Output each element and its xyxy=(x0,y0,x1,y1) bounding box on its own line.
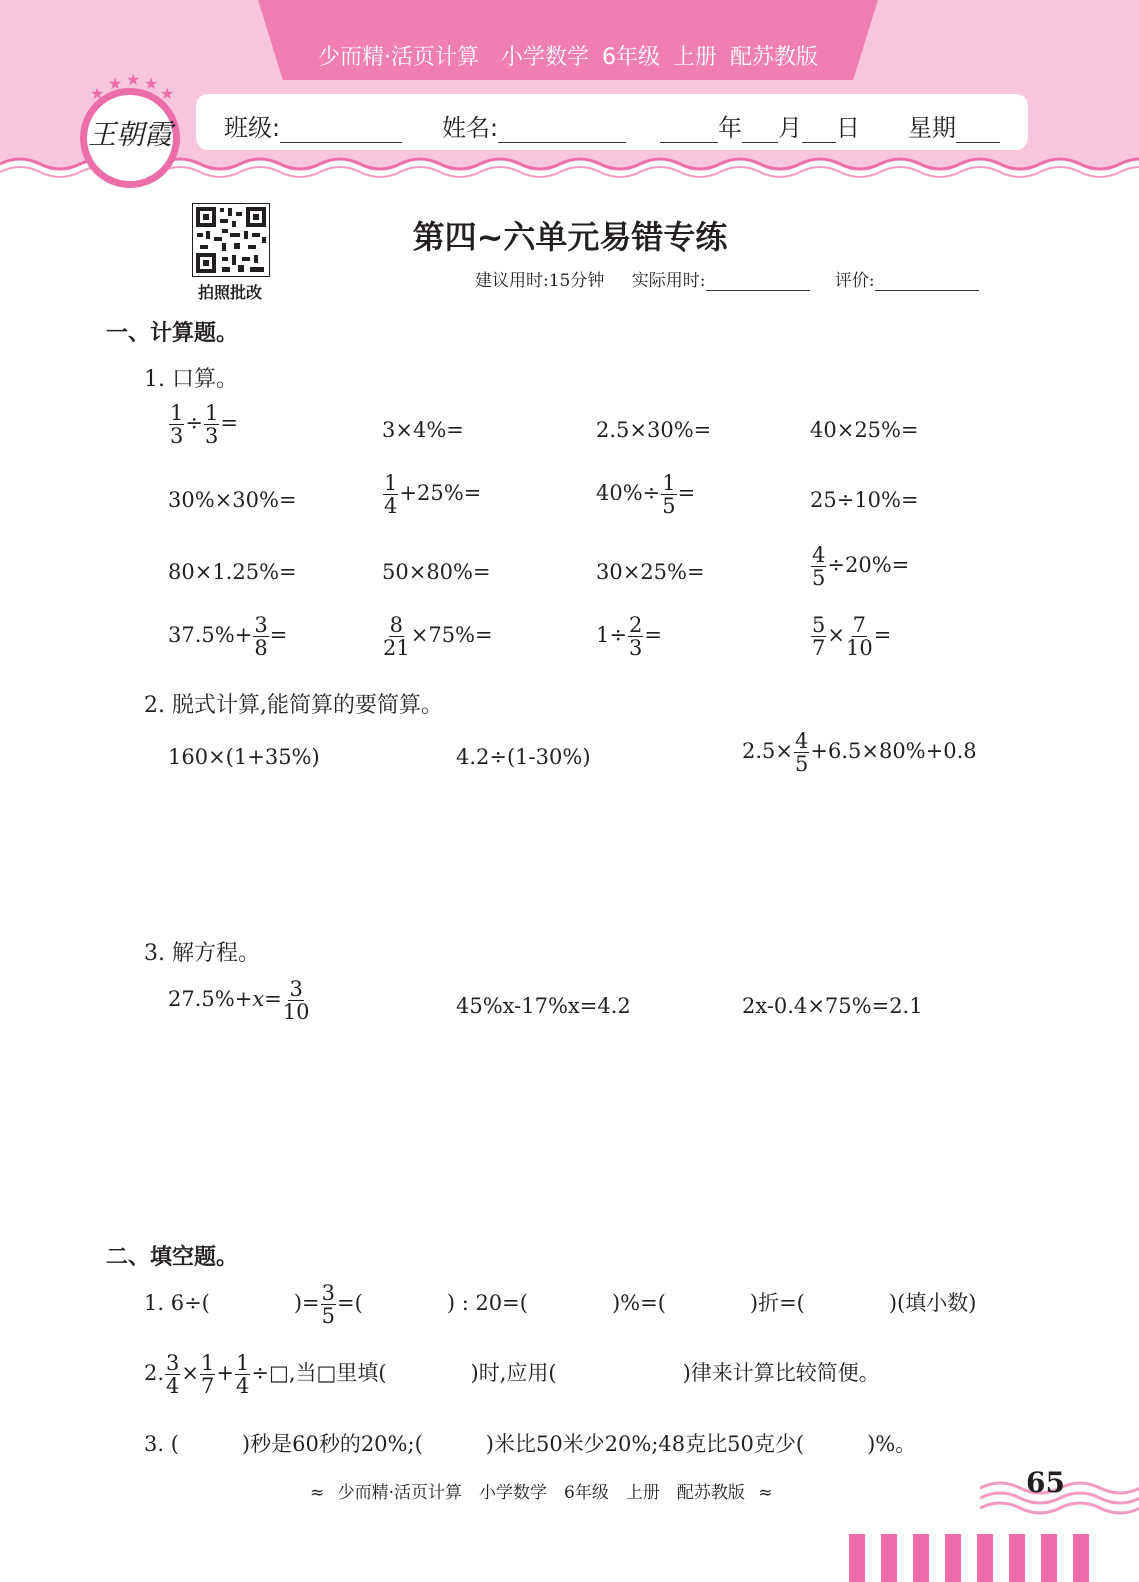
star-icon: ★ xyxy=(90,84,105,103)
decor-stripe xyxy=(913,1534,929,1582)
question-title: 1. 口算。 xyxy=(144,367,238,392)
star-icon: ★ xyxy=(108,74,123,93)
equation-item: 45%x-17%x=4.2 xyxy=(456,994,631,1018)
oral-item: $\frac{1}{4}$ +25%= xyxy=(384,471,482,519)
page-title: 第四~六单元易错专练 xyxy=(412,218,728,256)
decor-stripe xyxy=(1009,1534,1025,1582)
calc-item: 2.5× $\frac{4}{5}$ +6.5×80%+0.8 xyxy=(742,729,977,777)
oral-item: $\frac{8}{21}$ ×75%= xyxy=(383,613,493,661)
section-heading: 一、计算题。 xyxy=(106,321,239,346)
page-number: 65 xyxy=(1026,1466,1065,1499)
oral-item: 50×80%= xyxy=(382,560,491,584)
oral-item: $\frac{5}{7}$ × $\frac{7}{10}$ = xyxy=(812,613,892,661)
star-icon: ★ xyxy=(126,70,141,89)
oral-item: 40×25%= xyxy=(810,418,919,442)
oral-item: 80×1.25%= xyxy=(168,560,297,584)
evaluation-label: 评价: xyxy=(834,271,875,291)
oral-item: 40%÷ $\frac{1}{5}$ = xyxy=(596,471,696,519)
class-field[interactable]: 班级: xyxy=(224,108,402,143)
star-icon: ★ xyxy=(144,74,159,93)
oral-item: $\frac{4}{5}$ ÷20%= xyxy=(812,543,910,591)
oral-item: 25÷10%= xyxy=(810,488,919,512)
qr-label: 拍照批改 xyxy=(197,283,262,302)
oral-item: 30×25%= xyxy=(596,560,705,584)
decor-stripe xyxy=(1041,1534,1057,1582)
oral-item: 30%×30%= xyxy=(168,488,297,512)
actual-time-blank[interactable] xyxy=(706,272,810,291)
calc-item: 160×(1+35%) xyxy=(168,745,320,769)
footer-text: ≈ 少而精·活页计算 小学数学 6年级 上册 配苏教版 ≈ xyxy=(310,1483,773,1503)
fill-item[interactable]: 3. ( )秒是60秒的20%;( )米比50米少20%;48克比50克少( )%。 xyxy=(144,1432,917,1456)
decor-stripe xyxy=(849,1534,865,1582)
oral-item: 37.5%+ $\frac{3}{8}$ = xyxy=(168,613,288,661)
actual-time-label: 实际用时: xyxy=(631,271,706,291)
evaluation-blank[interactable] xyxy=(875,272,979,291)
decor-stripe xyxy=(881,1534,897,1582)
fill-item[interactable]: 2. $\frac{3}{4}$ × $\frac{1}{7}$ + $\frac{1}{4}$ ÷□,当□里填( )时,应用( )律来计算比较简便。 xyxy=(144,1351,880,1399)
decor-stripe xyxy=(945,1534,961,1582)
equation-item: 27.5%+x= $\frac{3}{10}$ xyxy=(168,977,310,1025)
suggested-time: 建议用时:15分钟 xyxy=(475,271,605,291)
date-field[interactable]: 年 月 日 xyxy=(660,108,860,143)
time-row xyxy=(475,266,979,291)
oral-item: 1÷ $\frac{2}{3}$ = xyxy=(596,613,662,661)
decor-stripe xyxy=(977,1534,993,1582)
oral-item: 3×4%= xyxy=(382,418,464,442)
series-title: 少而精·活页计算 小学数学 6年级 上册 配苏教版 xyxy=(318,45,818,70)
fill-item[interactable]: 1. 6÷( )= $\frac{3}{5}$ =( ) : 20=( )%=( )折=( )(填小数) xyxy=(144,1281,977,1329)
oral-item: $\frac{1}{3}$ ÷ $\frac{1}{3}$ = xyxy=(170,401,238,449)
logo-text: 王朝霞 xyxy=(87,118,172,151)
calc-item: 4.2÷(1-30%) xyxy=(456,745,591,769)
equation-item: 2x-0.4×75%=2.1 xyxy=(742,994,923,1018)
oral-item: 2.5×30%= xyxy=(596,418,712,442)
question-title: 3. 解方程。 xyxy=(144,941,260,966)
name-field[interactable]: 姓名: xyxy=(442,108,626,143)
weekday-field[interactable]: 星期 xyxy=(908,108,1000,143)
qr-code-icon[interactable] xyxy=(192,203,270,277)
decor-stripe xyxy=(1073,1534,1089,1582)
question-title: 2. 脱式计算,能简算的要简算。 xyxy=(144,693,443,718)
star-icon: ★ xyxy=(160,84,175,103)
section-heading: 二、填空题。 xyxy=(106,1245,239,1270)
